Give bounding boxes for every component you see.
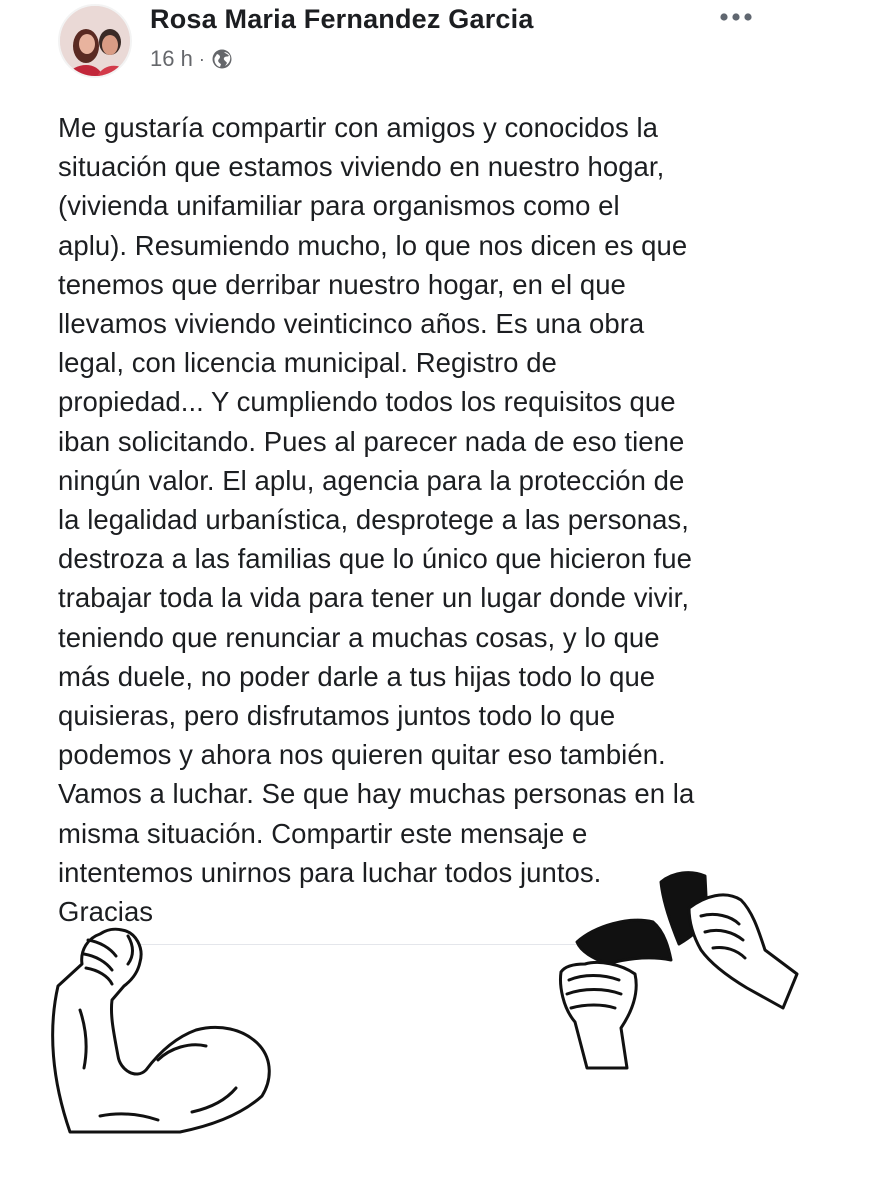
post-header: [58, 0, 858, 80]
more-dots-icon: [719, 13, 753, 21]
avatar-photo: [60, 6, 132, 78]
post-time[interactable]: 16 h: [150, 46, 193, 71]
hands-breaking-object-drawing: [555, 860, 800, 1075]
meta-separator: ·: [198, 48, 205, 69]
globe-icon: [211, 48, 233, 70]
post-meta: [150, 46, 233, 72]
post-text: Me gustaría compartir con amigos y conocidos la situación que estamos viviendo en nuestro hogar, (vivienda unifamiliar para organismos como el aplu). Resumiendo mucho, lo que nos dicen es que tenemos que derribar nuestro hogar, en el que llevamos viviendo veinticinco años. Es una obra legal, con licencia municipal. Registro de propiedad... Y cumpliendo todos los requisitos que iban solicitando. Pues al parecer nada de eso tiene ningún valor. El aplu, agencia para la protección de la legalidad urbanística, desprotege a las personas, destroza a las familias que lo único que hicieron fue trabajar toda la vida para tener un lugar donde vivir, teniendo que renunciar a muchas cosas, y lo que más duele, no poder darle a tus hijas todo lo que quisieras, pero disfrutamos juntos todo lo que podemos y ahora nos quieren quitar eso también. Vamos a luchar. Se que hay muchas personas en la misma situación. Compartir este mensaje e intentemos unirnos para luchar todos juntos. Gracias: [58, 112, 695, 928]
flexed-arm-drawing: [40, 920, 290, 1150]
author-name[interactable]: Rosa Maria Fernandez Garcia: [150, 4, 534, 34]
more-options-button[interactable]: [716, 2, 756, 32]
author-avatar[interactable]: [58, 4, 132, 78]
